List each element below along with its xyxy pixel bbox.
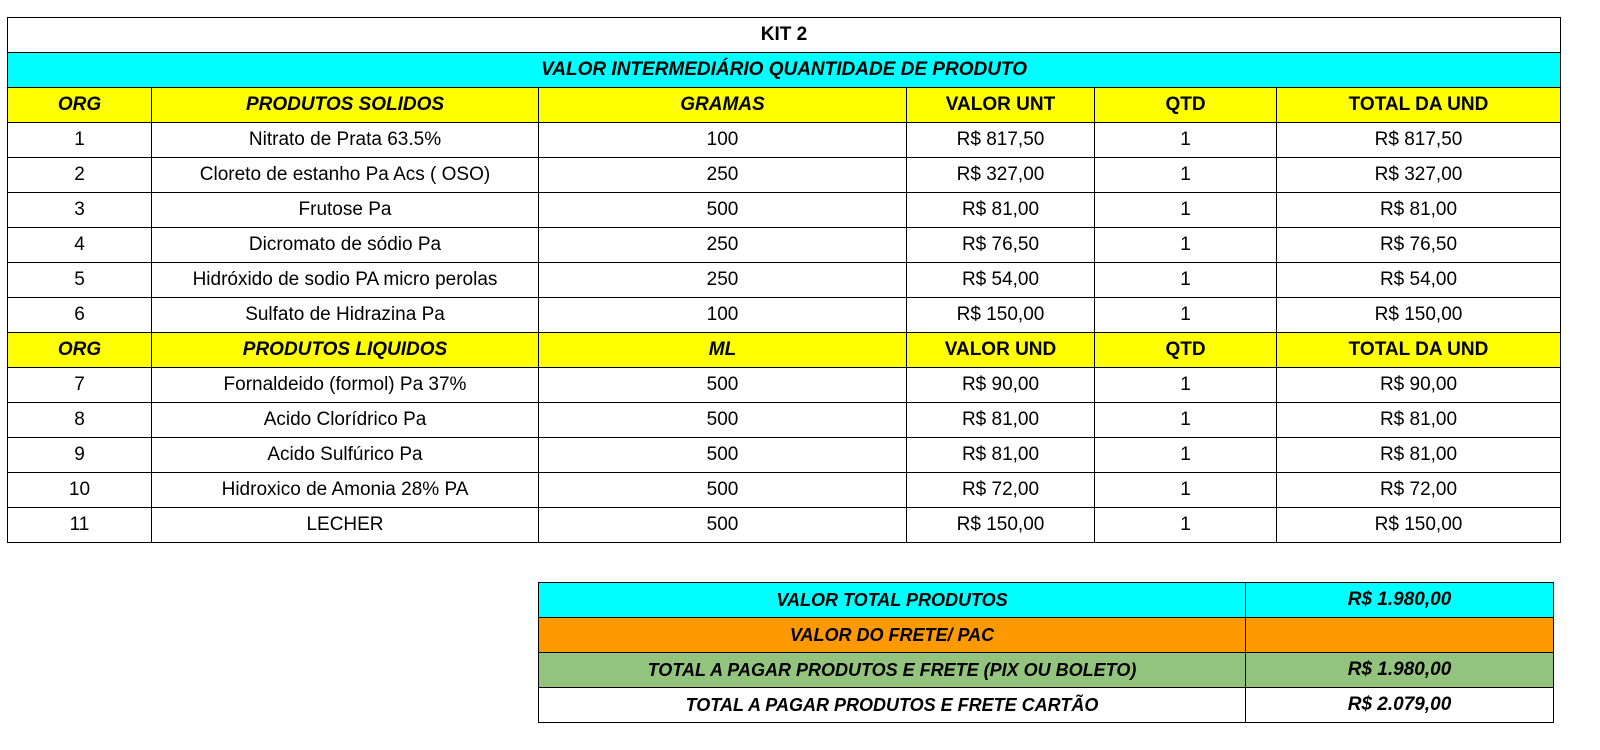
cell-product: Acido Clorídrico Pa	[152, 403, 539, 438]
cell-org: 8	[8, 403, 152, 438]
header-qty: QTD	[1095, 88, 1277, 123]
cell-qty: 1	[1095, 473, 1277, 508]
cell-total: R$ 81,00	[1277, 193, 1561, 228]
cell-qty: 1	[1095, 263, 1277, 298]
cell-org: 10	[8, 473, 152, 508]
cell-price: R$ 90,00	[907, 368, 1095, 403]
cell-unit: 500	[539, 473, 907, 508]
cell-total: R$ 72,00	[1277, 473, 1561, 508]
cell-qty: 1	[1095, 438, 1277, 473]
summary-value	[1246, 618, 1554, 653]
cell-total: R$ 54,00	[1277, 263, 1561, 298]
table-row	[8, 403, 1561, 438]
solid-header-row	[8, 88, 1561, 123]
cell-org: 2	[8, 158, 152, 193]
cell-unit: 500	[539, 508, 907, 543]
cell-qty: 1	[1095, 193, 1277, 228]
header-product: PRODUTOS LIQUIDOS	[152, 333, 539, 368]
cell-qty: 1	[1095, 368, 1277, 403]
summary-label: TOTAL A PAGAR PRODUTOS E FRETE (PIX OU BOLETO)	[539, 653, 1246, 688]
header-org: ORG	[8, 88, 152, 123]
cell-price: R$ 817,50	[907, 123, 1095, 158]
cell-product: Dicromato de sódio Pa	[152, 228, 539, 263]
cell-qty: 1	[1095, 123, 1277, 158]
cell-total: R$ 150,00	[1277, 298, 1561, 333]
summary-row	[539, 583, 1554, 618]
header-unit: GRAMAS	[539, 88, 907, 123]
cell-total: R$ 81,00	[1277, 403, 1561, 438]
cell-total: R$ 81,00	[1277, 438, 1561, 473]
header-price: VALOR UNT	[907, 88, 1095, 123]
header-product: PRODUTOS SOLIDOS	[152, 88, 539, 123]
title-row	[8, 18, 1561, 53]
cell-org: 7	[8, 368, 152, 403]
cell-qty: 1	[1095, 403, 1277, 438]
solid-products-body	[8, 123, 1561, 333]
header-total: TOTAL DA UND	[1277, 333, 1561, 368]
cell-org: 9	[8, 438, 152, 473]
cell-price: R$ 150,00	[907, 298, 1095, 333]
header-org: ORG	[8, 333, 152, 368]
cell-product: Sulfato de Hidrazina Pa	[152, 298, 539, 333]
header-qty: QTD	[1095, 333, 1277, 368]
cell-qty: 1	[1095, 508, 1277, 543]
cell-product: Frutose Pa	[152, 193, 539, 228]
cell-price: R$ 72,00	[907, 473, 1095, 508]
cell-product: Hidróxido de sodio PA micro perolas	[152, 263, 539, 298]
cell-product: Nitrato de Prata 63.5%	[152, 123, 539, 158]
table-row	[8, 508, 1561, 543]
summary-value: R$ 1.980,00	[1246, 653, 1554, 688]
summary-value: R$ 1.980,00	[1246, 583, 1554, 618]
summary-value: R$ 2.079,00	[1246, 688, 1554, 723]
cell-price: R$ 54,00	[907, 263, 1095, 298]
cell-unit: 500	[539, 193, 907, 228]
cell-unit: 250	[539, 158, 907, 193]
table-row	[8, 473, 1561, 508]
cell-product: Hidroxico de Amonia 28% PA	[152, 473, 539, 508]
cell-unit: 100	[539, 123, 907, 158]
cell-unit: 500	[539, 438, 907, 473]
cell-total: R$ 327,00	[1277, 158, 1561, 193]
cell-product: Fornaldeido (formol) Pa 37%	[152, 368, 539, 403]
cell-qty: 1	[1095, 298, 1277, 333]
cell-price: R$ 81,00	[907, 438, 1095, 473]
cell-price: R$ 327,00	[907, 158, 1095, 193]
cell-unit: 500	[539, 368, 907, 403]
cell-org: 4	[8, 228, 152, 263]
table-banner: VALOR INTERMEDIÁRIO QUANTIDADE DE PRODUTO	[8, 53, 1561, 88]
table-row	[8, 158, 1561, 193]
cell-total: R$ 150,00	[1277, 508, 1561, 543]
cell-product: Cloreto de estanho Pa Acs ( OSO)	[152, 158, 539, 193]
table-row	[8, 263, 1561, 298]
kit-table	[7, 17, 1561, 543]
summary-label: VALOR DO FRETE/ PAC	[539, 618, 1246, 653]
cell-unit: 250	[539, 263, 907, 298]
table-row	[8, 368, 1561, 403]
cell-unit: 250	[539, 228, 907, 263]
liquid-header-row	[8, 333, 1561, 368]
cell-product: Acido Sulfúrico Pa	[152, 438, 539, 473]
cell-unit: 500	[539, 403, 907, 438]
table-row	[8, 228, 1561, 263]
table-row	[8, 438, 1561, 473]
table-row	[8, 123, 1561, 158]
header-total: TOTAL DA UND	[1277, 88, 1561, 123]
cell-org: 6	[8, 298, 152, 333]
cell-price: R$ 76,50	[907, 228, 1095, 263]
cell-org: 3	[8, 193, 152, 228]
cell-price: R$ 81,00	[907, 403, 1095, 438]
cell-total: R$ 76,50	[1277, 228, 1561, 263]
cell-price: R$ 81,00	[907, 193, 1095, 228]
banner-row	[8, 53, 1561, 88]
summary-label: TOTAL A PAGAR PRODUTOS E FRETE CARTÃO	[539, 688, 1246, 723]
summary-row	[539, 688, 1554, 723]
cell-total: R$ 817,50	[1277, 123, 1561, 158]
cell-org: 11	[8, 508, 152, 543]
summary-label: VALOR TOTAL PRODUTOS	[539, 583, 1246, 618]
cell-org: 5	[8, 263, 152, 298]
cell-price: R$ 150,00	[907, 508, 1095, 543]
cell-qty: 1	[1095, 228, 1277, 263]
kit-title: KIT 2	[8, 18, 1561, 53]
summary-table	[538, 582, 1554, 723]
table-row	[8, 298, 1561, 333]
cell-unit: 100	[539, 298, 907, 333]
summary-row	[539, 618, 1554, 653]
header-price: VALOR UND	[907, 333, 1095, 368]
cell-org: 1	[8, 123, 152, 158]
cell-qty: 1	[1095, 158, 1277, 193]
summary-row	[539, 653, 1554, 688]
header-unit: ML	[539, 333, 907, 368]
cell-total: R$ 90,00	[1277, 368, 1561, 403]
cell-product: LECHER	[152, 508, 539, 543]
table-row	[8, 193, 1561, 228]
liquid-products-body	[8, 368, 1561, 543]
